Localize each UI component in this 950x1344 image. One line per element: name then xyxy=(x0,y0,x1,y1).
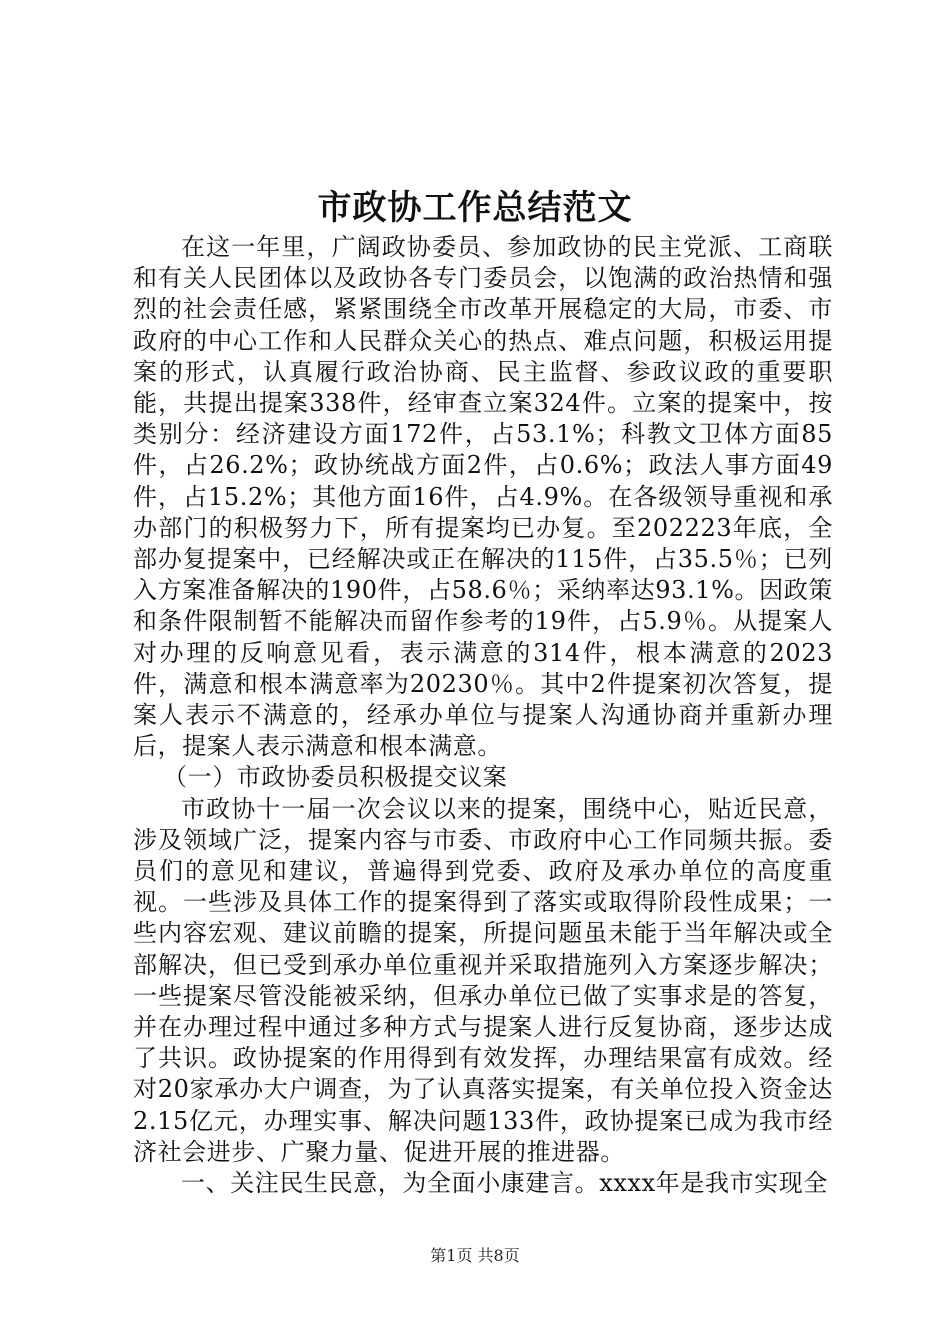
document-body xyxy=(133,232,833,1199)
page-number: 第1页 共8页 xyxy=(430,1246,520,1265)
paragraph-summary: 在这一年里，广阔政协委员、参加政协的民主党派、工商联和有关人民团体以及政协各专门委员会，以饱满的政治热情和强烈的社会责任感，紧紧围绕全市改革开展稳定的大局，市委、市政府的中心工作和人民群众关心的热点、难点问题，积极运用提案的形式，认真履行政治协商、民主监督、参政议政的重要职能，共提出提案338件，经审查立案324件。立案的提案中，按类别分：经济建设方面172件，占53.1%；科教文卫体方面85件，占26.2%；政协统战方面2件，占0.6%；政法人事方面49件，占15.2%；其他方面16件，占4.9%。在各级领导重视和承办部门的积极努力下，所有提案均已办复。至202223年底，全部办复提案中，已经解决或正在解决的115件，占35.5％；已列入方案准备解决的190件，占58.6％；采纳率达93.1%。因政策和条件限制暂不能解决而留作参考的19件，占5.9％。从提案人对办理的反响意见看，表示满意的314件，根本满意的2023件，满意和根本满意率为20230％。其中2件提案初次答复，提案人表示不满意的，经承办单位与提案人沟通协商并重新办理后，提案人表示满意和根本满意。 xyxy=(133,233,833,761)
paragraph-proposals: 市政协十一届一次会议以来的提案，围绕中心，贴近民意，涉及领域广泛，提案内容与市委、市政府中心工作同频共振。委员们的意见和建议，普遍得到党委、政府及承办单位的高度重视。一些涉及具体工作的提案得到了落实或取得阶段性成果；一些内容宏观、建议前瞻的提案，所提问题虽未能于当年解决或全部解决，但已受到承办单位重视并采取措施列入方案逐步解决；一些提案尽管没能被采纳，但承办单位已做了实事求是的答复，并在办理过程中通过多种方式与提案人进行反复协商，逐步达成了共识。政协提案的作用得到有效发挥，办理结果富有成效。经对20家承办大户调查，为了认真落实提案，有关单位投入资金达2.15亿元，办理实事、解决问题133件，政协提案已成为我市经济社会进步、广聚力量、促进开展的推进器。 xyxy=(133,794,833,1166)
document-title: 市政协工作总结范文 xyxy=(317,188,633,228)
section-heading: （一）市政协委员积极提交议案 xyxy=(163,763,508,792)
paragraph-livelihood: 一、关注民生民意，为全面小康建言。xxxx年是我市实现全 xyxy=(181,1169,828,1198)
